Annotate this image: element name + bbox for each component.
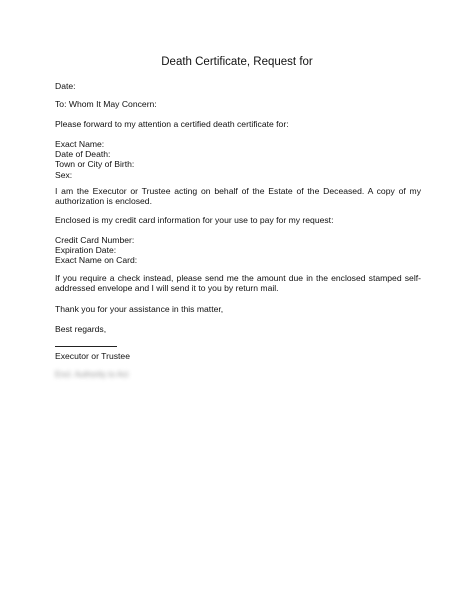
field-exact-name: Exact Name: <box>55 139 105 149</box>
signature-title: Executor or Trustee <box>55 351 130 361</box>
thanks-line: Thank you for your assistance in this matter, <box>55 304 224 314</box>
card-fields <box>55 235 421 266</box>
document-title: Death Certificate, Request for <box>161 56 313 68</box>
date-line: Date: <box>55 81 76 91</box>
field-date-of-death: Date of Death: <box>55 149 111 160</box>
field-expiration-date: Expiration Date: <box>55 245 117 256</box>
field-card-number: Credit Card Number: <box>55 235 135 245</box>
enclosed-paragraph: Enclosed is my credit card information for your use to pay for my request: <box>55 215 334 225</box>
executor-text: I am the Executor or Trustee acting on behalf of the Estate of the Deceased. A copy of my authorization is enclosed. <box>55 186 421 207</box>
intro-paragraph: Please forward to my attention a certified death certificate for: <box>55 119 289 129</box>
field-sex: Sex: <box>55 169 73 180</box>
to-line: To: Whom It May Concern: <box>55 99 157 109</box>
signature-line <box>55 346 117 347</box>
field-town-of-birth: Town or City of Birth: <box>55 159 135 170</box>
check-text: If you require a check instead, please send me the amount due in the enclosed stamped self-addressed envelope and I will send it to you by return mail. <box>55 273 421 294</box>
blurred-enclosure-note: Encl. Authority to Act <box>55 370 129 379</box>
closing-line: Best regards, <box>55 324 107 334</box>
check-paragraph <box>55 273 421 293</box>
executor-paragraph <box>55 186 421 206</box>
field-name-on-card: Exact Name on Card: <box>55 255 138 266</box>
deceased-fields <box>55 139 421 180</box>
